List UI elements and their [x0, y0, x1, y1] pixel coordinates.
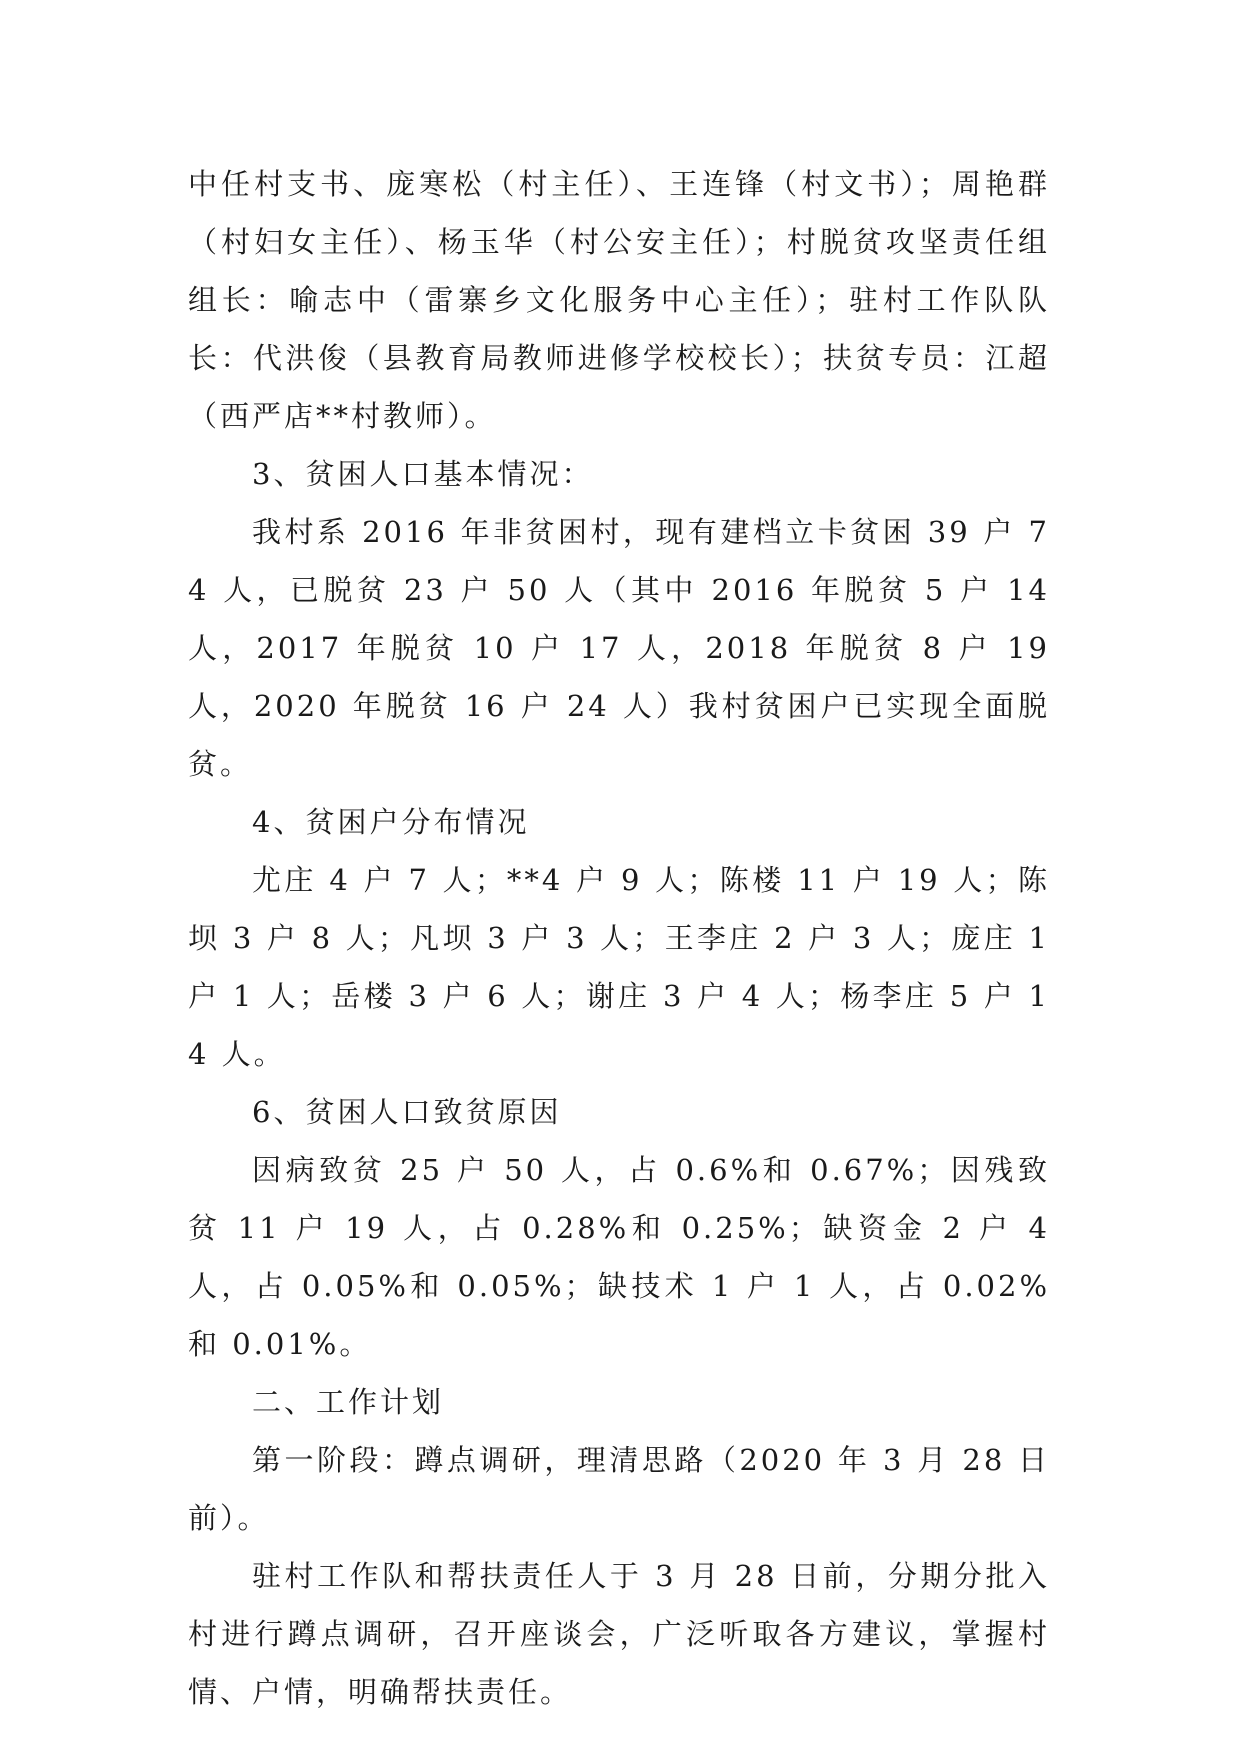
- heading-work-plan: 二、工作计划: [252, 1385, 445, 1419]
- paragraph-poverty-causes: 因病致贫 25 户 50 人，占 0.6%和 0.67%；因残致贫 11 户 19 人，占 0.28%和 0.25%；缺资金 2 户 4 人，占 0.05%和 0.05%；缺技术 1 户 1 人，占 0.02%和 0.01%。: [188, 1153, 1050, 1361]
- paragraph-stage-one-detail: 驻村工作队和帮扶责任人于 3 月 28 日前，分期分批入村进行蹲点调研，召开座谈会，广泛听取各方建议，掌握村情、户情，明确帮扶责任。: [188, 1559, 1050, 1709]
- paragraph-stage-one-title: 第一阶段：蹲点调研，理清思路（2020 年 3 月 28 日前）。: [188, 1443, 1050, 1535]
- heading-poverty-population: 3、贫困人口基本情况：: [252, 457, 594, 491]
- paragraph-village-officials: 中任村支书、庞寒松（村主任）、王连锋（村文书）；周艳群（村妇女主任）、杨玉华（村公安主任）；村脱贫攻坚责任组组长：喻志中（雷寨乡文化服务中心主任）；驻村工作队队长：代洪俊（县教育局教师进修学校校长）；扶贫专员：江超（西严店**村教师）。: [188, 167, 1050, 433]
- heading-poverty-causes: 6、贫困人口致贫原因: [252, 1095, 562, 1129]
- paragraph-poverty-population: 我村系 2016 年非贫困村，现有建档立卡贫困 39 户 74 人，已脱贫 23 户 50 人（其中 2016 年脱贫 5 户 14 人，2017 年脱贫 10 户 17 人，2018 年脱贫 8 户 19 人，2020 年脱贫 16 户 24 人）我村贫困户已实现全面脱贫。: [188, 515, 1050, 781]
- document-body: [188, 155, 1050, 1721]
- paragraph-poverty-distribution: 尤庄 4 户 7 人；**4 户 9 人；陈楼 11 户 19 人；陈坝 3 户 8 人；凡坝 3 户 3 人；王李庄 2 户 3 人；庞庄 1 户 1 人；岳楼 3 户 6 人；谢庄 3 户 4 人；杨李庄 5 户 14 人。: [188, 863, 1050, 1071]
- heading-poverty-distribution: 4、贫困户分布情况: [252, 805, 530, 839]
